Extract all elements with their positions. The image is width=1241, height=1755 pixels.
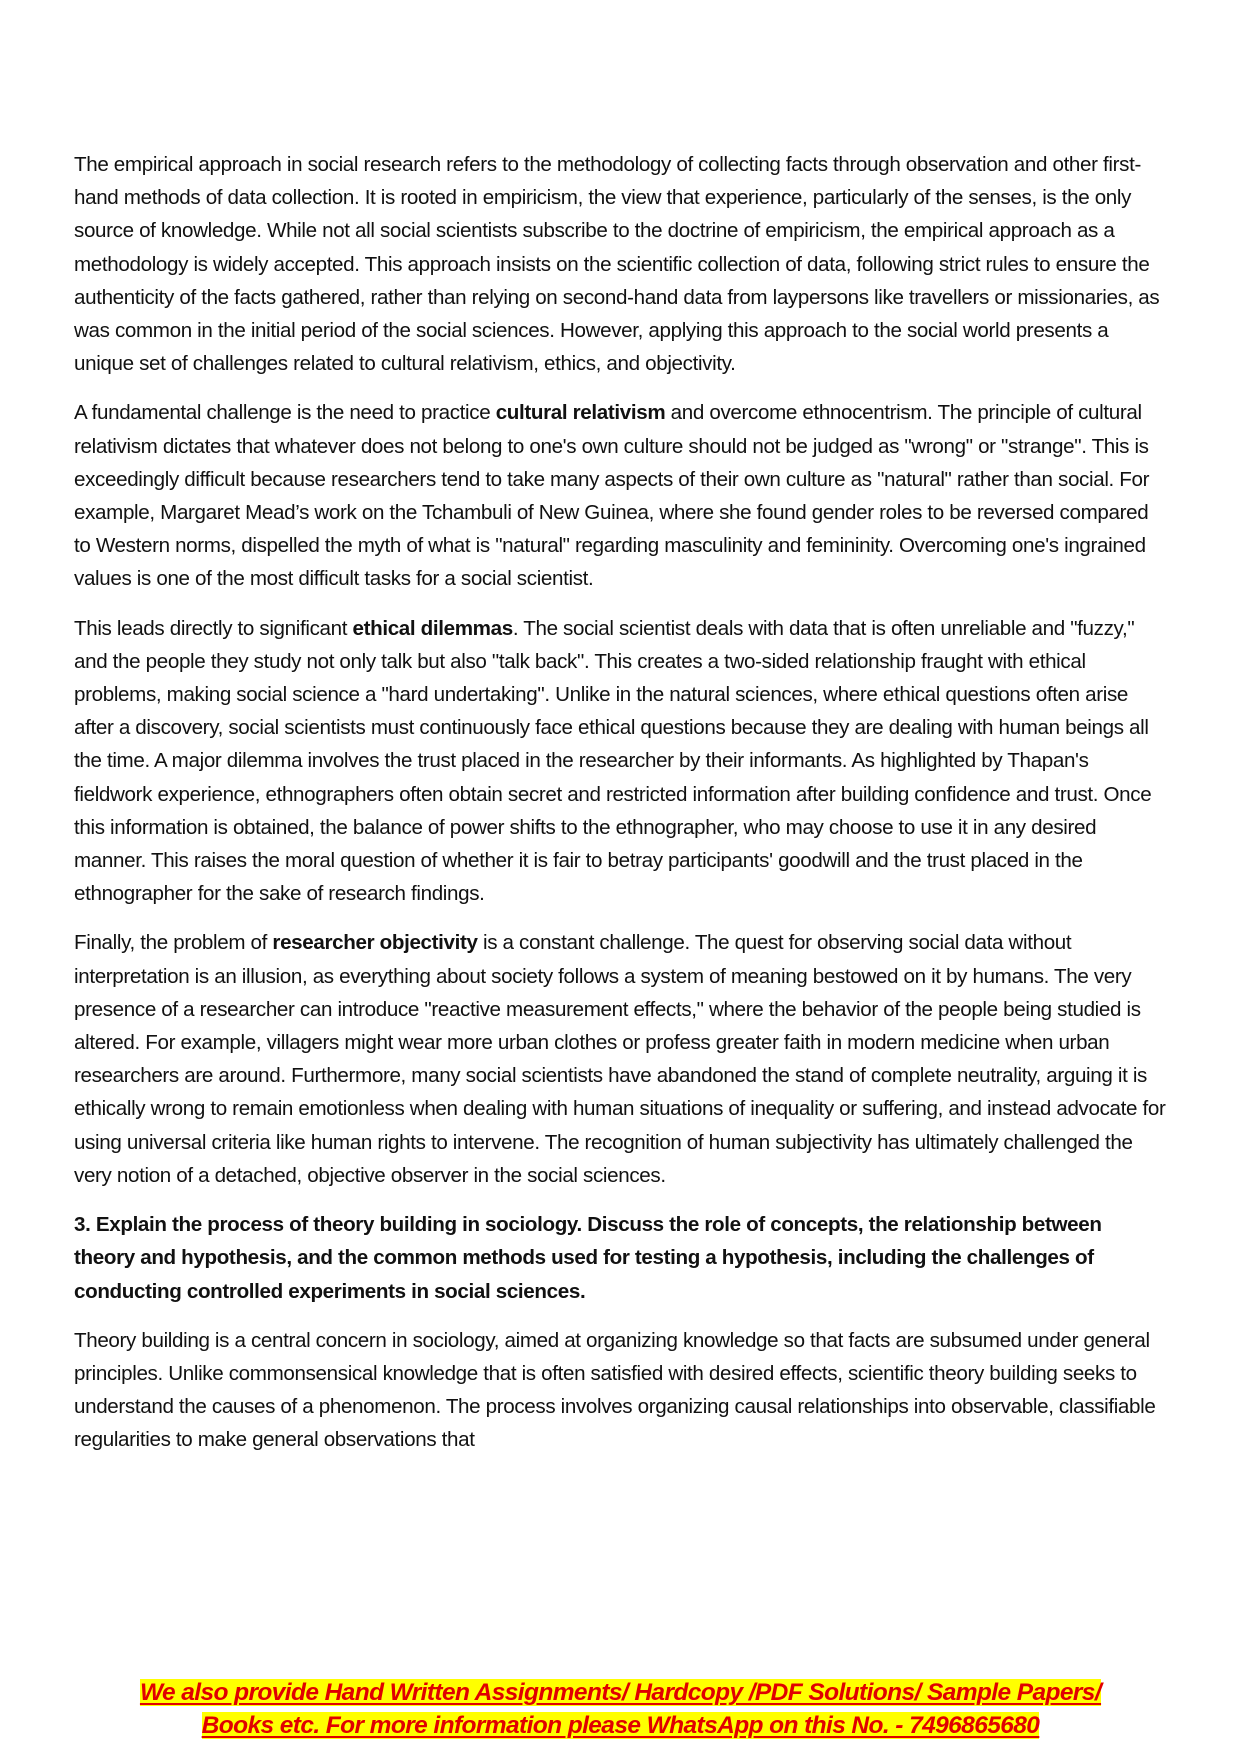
paragraph-empirical-approach: [74, 148, 1166, 380]
paragraph-text: Finally, the problem of: [74, 931, 273, 955]
paragraph-ethical-dilemmas: [74, 612, 1166, 911]
footer-line-2: Books etc. For more information please WhatsApp on this No. - 7496865680: [201, 1712, 1040, 1739]
paragraph-text: and overcome ethnocentrism. The principle of cultural relativism dictates that whatever does not belong to one's own culture should not be judged as "wrong" or "strange". This is exceedingly difficult because researchers tend to take many aspects of their own culture as "natural" rather than social. For example, Margaret Mead’s work on the Tchambuli of New Guinea, where she found gender roles to be reversed compared to Western norms, dispelled the myth of what is "natural" regarding masculinity and femininity. Overcoming one's ingrained values is one of the most difficult tasks for a social scientist.: [74, 401, 1150, 591]
bold-term-ethical-dilemmas: ethical dilemmas: [352, 616, 513, 640]
paragraph-text: The empirical approach in social research refers to the methodology of collecting facts through observation and other first-hand methods of data collection. It is rooted in empiricism, the view that experience, particularly of the senses, is the only source of knowledge. While not all social scientists subscribe to the doctrine of empiricism, the empirical approach as a methodology is widely accepted. This approach insists on the scientific collection of data, following strict rules to ensure the authenticity of the facts gathered, rather than relying on second-hand data from laypersons like travellers or missionaries, as was common in the initial period of the social sciences. However, applying this approach to the social world presents a unique set of challenges related to cultural relativism, ethics, and objectivity.: [74, 153, 1160, 376]
paragraph-text: is a constant challenge. The quest for observing social data without interpretation is an illusion, as everything about society follows a system of meaning bestowed on it by humans. The very presence of a researcher can introduce "reactive measurement effects," where the behavior of the people being studied is altered. For example, villagers might wear more urban clothes or profess greater faith in modern medicine when urban researchers are around. Furthermore, many social scientists have abandoned the stand of complete neutrality, arguing it is ethically wrong to remain emotionless when dealing with human situations of inequality or suffering, and instead advocate for using universal criteria like human rights to intervene. The recognition of human subjectivity has ultimately challenged the very notion of a detached, objective observer in the social sciences.: [74, 931, 1166, 1187]
document-body: [74, 148, 1166, 1473]
paragraph-cultural-relativism: [74, 396, 1166, 595]
bold-term-cultural-relativism: cultural relativism: [495, 401, 666, 425]
question-heading: 3. Explain the process of theory building in sociology. Discuss the role of concepts, the relationship between theory and hypothesis, and the common methods used for testing a hypothesis, including the challenges of conducting controlled experiments in social sciences.: [74, 1213, 1102, 1303]
bold-term-researcher-objectivity: researcher objectivity: [272, 931, 478, 955]
paragraph-text: This leads directly to significant: [74, 616, 353, 640]
paragraph-text: . The social scientist deals with data that is often unreliable and "fuzzy," and the people they study not only talk but also "talk back". This creates a two-sided relationship fraught with ethical problems, making social science a "hard undertaking". Unlike in the natural sciences, where ethical questions often arise after a discovery, social scientists must continuously face ethical questions because they are dealing with human beings all the time. A major dilemma involves the trust placed in the researcher by their informants. As highlighted by Thapan's fieldwork experience, ethnographers often obtain secret and restricted information after building confidence and trust. Once this information is obtained, the balance of power shifts to the ethnographer, who may choose to use it in any desired manner. This raises the moral question of whether it is fair to betray participants' goodwill and the trust placed in the ethnographer for the sake of research findings.: [74, 616, 1152, 906]
paragraph-text: A fundamental challenge is the need to practice: [74, 401, 496, 425]
answer-intro-paragraph: Theory building is a central concern in sociology, aimed at organizing knowledge so that facts are subsumed under general principles. Unlike commonsensical knowledge that is often satisfied with desired effects, scientific theory building seeks to understand the causes of a phenomenon. The process involves organizing causal relationships into observable, classifiable regularities to make general observations that: [74, 1328, 1156, 1452]
footer-advertisement: [60, 1676, 1181, 1742]
paragraph-researcher-objectivity: [74, 926, 1166, 1192]
footer-line-1: We also provide Hand Written Assignments/ Hardcopy /PDF Solutions/ Sample Papers/: [139, 1679, 1102, 1706]
